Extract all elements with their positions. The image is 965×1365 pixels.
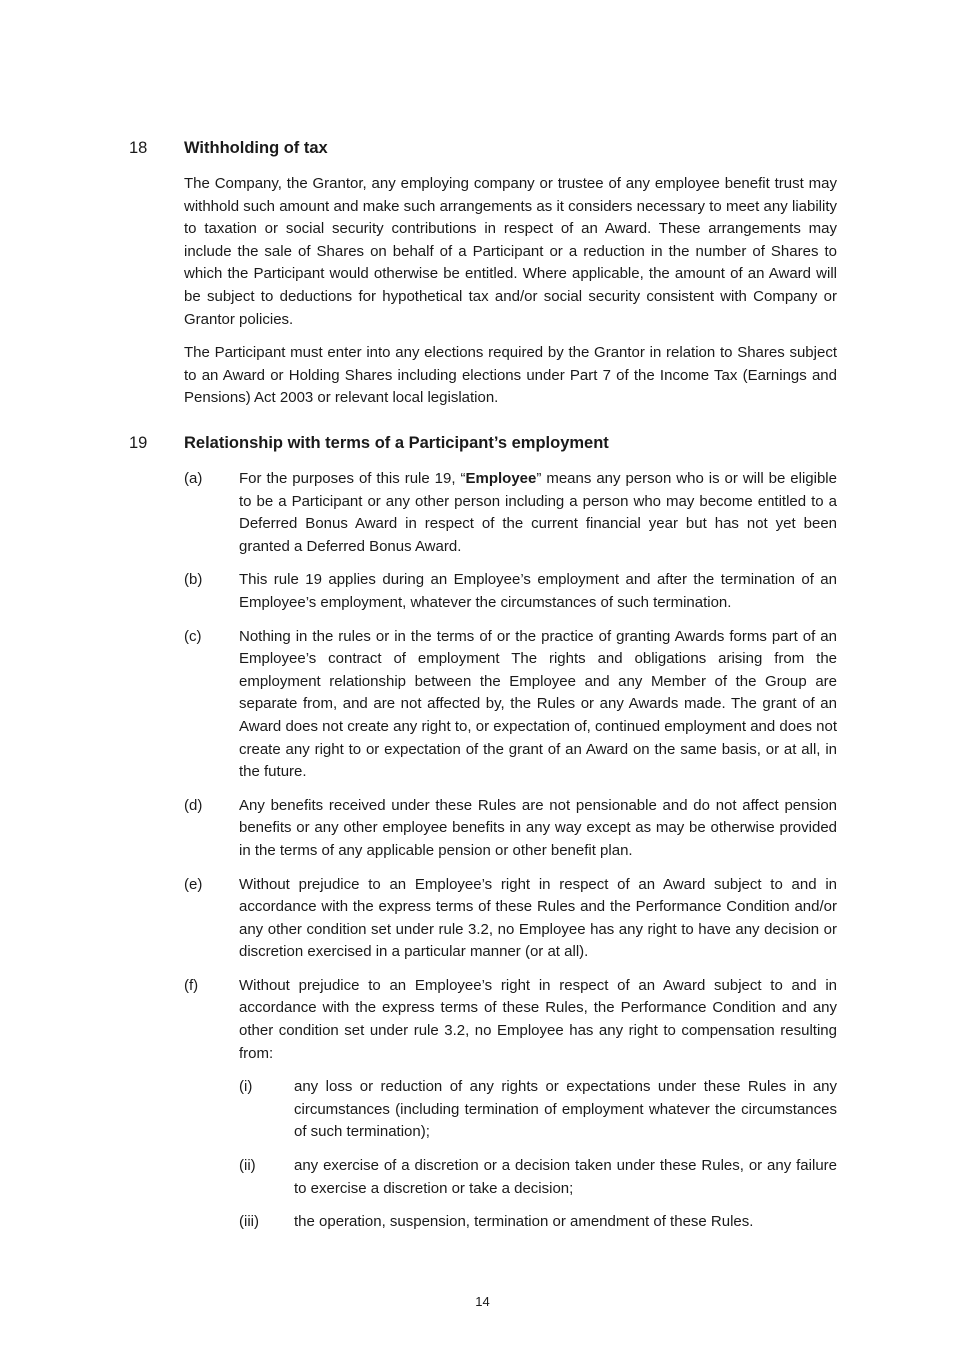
item-text: [239, 468, 837, 558]
section-number: 18: [129, 139, 148, 157]
list-item-a: [184, 468, 837, 558]
list-item-b: [184, 569, 837, 614]
item-text: Without prejudice to an Employee’s right in respect of an Award subject to and in accordance with the express terms of these Rules, the Performance Condition and any other condition set under rule 3.2, no Employee has any right to compensation resulting from:: [239, 976, 837, 1062]
page-number: 14: [475, 1294, 490, 1309]
sub-list: [184, 1076, 837, 1234]
section-19: [129, 434, 837, 1234]
item-text-before: For the purposes of this rule 19, “: [239, 470, 466, 487]
sub-item-label: (ii): [239, 1157, 256, 1175]
paragraph: The Participant must enter into any elections required by the Grantor in relation to Shares subject to an Award or Holding Shares including elections under Part 7 of the Income Tax (Earnings and Pensions) Act 2003 or relevant local legislation.: [184, 344, 837, 407]
list-item-e: [184, 874, 837, 964]
section-title: Withholding of tax: [184, 139, 328, 157]
sub-item-text: any loss or reduction of any rights or expectations under these Rules in any circumstances (including termination of employment whatever the circumstances of such termination);: [294, 1078, 837, 1141]
item-label: (b): [184, 571, 203, 589]
item-label: (a): [184, 470, 203, 487]
item-label: (e): [184, 875, 203, 893]
defined-term: Employee: [465, 470, 537, 487]
item-text-after: ” means any person who is or will be eligible to be a Participant or any other person including a person who may become entitled to a Deferred Bonus Award in respect of the current financial year but has not yet been granted a Deferred Bonus Award.: [239, 470, 837, 555]
section-number: 19: [129, 434, 148, 452]
item-text: This rule 19 applies during an Employee’s employment and after the termination of an Employee’s employment, whatever the circumstances of such termination.: [239, 571, 837, 611]
sub-item-label: (i): [239, 1078, 253, 1096]
item-label: (f): [184, 976, 199, 994]
list-item-f: [184, 975, 837, 1234]
sub-item-text: the operation, suspension, termination or amendment of these Rules.: [294, 1213, 754, 1231]
sub-item-iii: [239, 1211, 837, 1234]
sub-item-ii: [239, 1155, 837, 1200]
section-heading: [129, 139, 837, 163]
list-item-d: [184, 795, 837, 863]
section-18: [129, 139, 837, 410]
list-item-c: [184, 626, 837, 784]
sub-item-label: (iii): [239, 1213, 259, 1231]
sub-item-i: [239, 1076, 837, 1144]
sub-item-text: any exercise of a discretion or a decision taken under these Rules, or any failure to exercise a discretion or take a decision;: [294, 1157, 837, 1197]
item-label: (d): [184, 796, 203, 814]
section-title: Relationship with terms of a Participant’s employment: [184, 434, 609, 452]
item-text: Any benefits received under these Rules are not pensionable and do not affect pension benefits or any other employee benefits in any way except as may be otherwise provided in the terms of any applicable pension or other benefit plan.: [239, 796, 837, 859]
item-text: Nothing in the rules or in the terms of or the practice of granting Awards forms part of an Employee’s contract of employment The rights and obligations arising from the employment relationship between the Employee and any Member of the Group are separate from, and are not affected by, the Rules or any Awards made. The grant of an Award does not create any right to, or expectation of, continued employment and does not create any right to or expectation of the grant of an Award on the same basis, or at all, in the future.: [239, 627, 837, 781]
section-heading: [129, 434, 837, 458]
item-text: Without prejudice to an Employee’s right in respect of an Award subject to and in accordance with the express terms of these Rules and the Performance Condition and/or any other condition set under rule 3.2, no Employee has any right to have any decision or discretion exercised in a particular manner (or at all).: [239, 875, 837, 961]
item-label: (c): [184, 627, 202, 645]
paragraph: The Company, the Grantor, any employing company or trustee of any employee benefit trust may withhold such amount and make such arrangements as it considers necessary to meet any liability to taxation or social security contributions in respect of an Award. These arrangements may include the sale of Shares on behalf of a Participant or a reduction in the number of Shares to which the Participant would otherwise be entitled. Where applicable, the amount of an Award will be subject to deductions for hypothetical tax and/or social security consistent with Company or Grantor policies.: [184, 175, 837, 328]
